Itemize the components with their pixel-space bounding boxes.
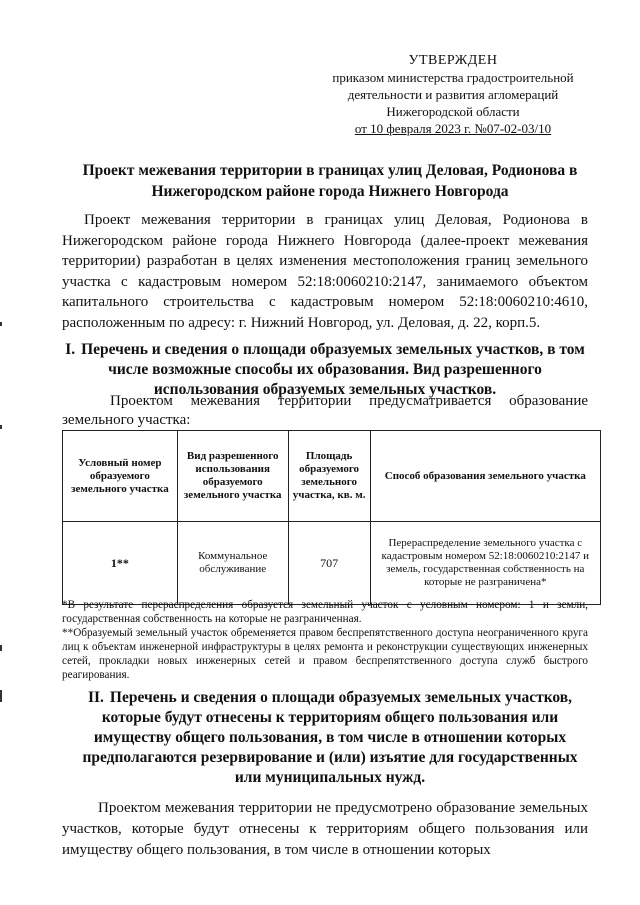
cell-permitted-use: Коммунальное обслуживание xyxy=(177,522,288,605)
cell-area: 707 xyxy=(288,522,370,605)
table-row xyxy=(63,522,601,605)
closing-paragraph: Проектом межевания территории не предусмотрено образование земельных участков, которые будут отнесены к территориям общего пользования или имуществу общего пользования, в том числе в отношении которых xyxy=(62,800,588,858)
scan-mark xyxy=(0,322,2,326)
cell-plot-number: 1** xyxy=(63,522,178,605)
scan-mark xyxy=(0,425,2,429)
section-2-heading xyxy=(72,688,588,788)
scan-mark xyxy=(0,690,2,702)
approval-stamp xyxy=(318,52,588,137)
header-formation-method: Способ образования земельного участка xyxy=(370,431,600,522)
approval-line: приказом министерства градостроительной xyxy=(332,70,574,85)
section-2-text: Перечень и сведения о площади образуемых земельных участков, которые будут отнесены к территориям общего пользования или имуществу общего пользования, в том числе в отношении которых предполагаются резервирование и (или) изъятие для государственных или муниципальных нужд. xyxy=(82,689,578,786)
header-area: Площадь образуемого земельного участка, кв. м. xyxy=(288,431,370,522)
approval-line: деятельности и развития агломераций xyxy=(347,87,559,102)
footnote-2: **Образуемый земельный участок обременяется правом беспрепятственного доступа неограниченного круга лиц к объектам инженерной инфраструктуры в целях ремонта и реконструкции существующих инженерных сетей, прокладки новых инженерных сетей и правом беспрепятственного доступа служб быстрого реагирования. xyxy=(62,627,588,681)
scan-mark xyxy=(0,645,2,651)
footnotes xyxy=(62,598,588,682)
approval-heading: УТВЕРЖДЕН xyxy=(408,53,498,68)
section-1-number: I. xyxy=(65,341,76,358)
document-title: Проект межевания территории в границах улиц Деловая, Родионова в Нижегородском районе города Нижнего Новгорода xyxy=(82,162,578,200)
approval-line: Нижегородской области xyxy=(386,104,520,119)
header-plot-number: Условный номер образуемого земельного участка xyxy=(63,431,178,522)
section-2-number: II. xyxy=(87,689,104,706)
intro-paragraph: Проект межевания территории в границах улиц Деловая, Родионова в Нижегородском районе города Нижнего Новгорода (далее-проект межевания территории) разработан в целях изменения местоположения границ земельного участка с кадастровым номером 52:18:0060210:2147, занимаемого объектом капитального строительства с кадастровым номером 52:18:0060210:4610, расположенным по адресу: г. Нижний Новгород, ул. Деловая, д. 22, корп.5. xyxy=(62,212,588,331)
pre-table-paragraph: Проектом межевания территории предусматривается образование земельного участка: xyxy=(62,393,588,428)
section-1-text: Перечень и сведения о площади образуемых земельных участков, в том числе возможные способы их образования. Вид разрешенного использования образуемых земельных участков. xyxy=(81,341,585,398)
approval-date: от 10 февраля 2023 г. №07-02-03/10 xyxy=(354,121,552,136)
land-plots-table xyxy=(62,430,601,605)
table-header-row xyxy=(63,431,601,522)
cell-formation-method: Перераспределение земельного участка с кадастровым номером 52:18:0060210:2147 и земель, государственная собственность на которые не разграничена* xyxy=(370,522,600,605)
section-1-heading xyxy=(62,340,588,400)
header-permitted-use: Вид разрешенного использования образуемого земельного участка xyxy=(177,431,288,522)
footnote-1: *В результате перераспределения образуется земельный участок с условным номером: 1 и земли, государственная собственность на которые не разграниченная. xyxy=(62,599,588,625)
